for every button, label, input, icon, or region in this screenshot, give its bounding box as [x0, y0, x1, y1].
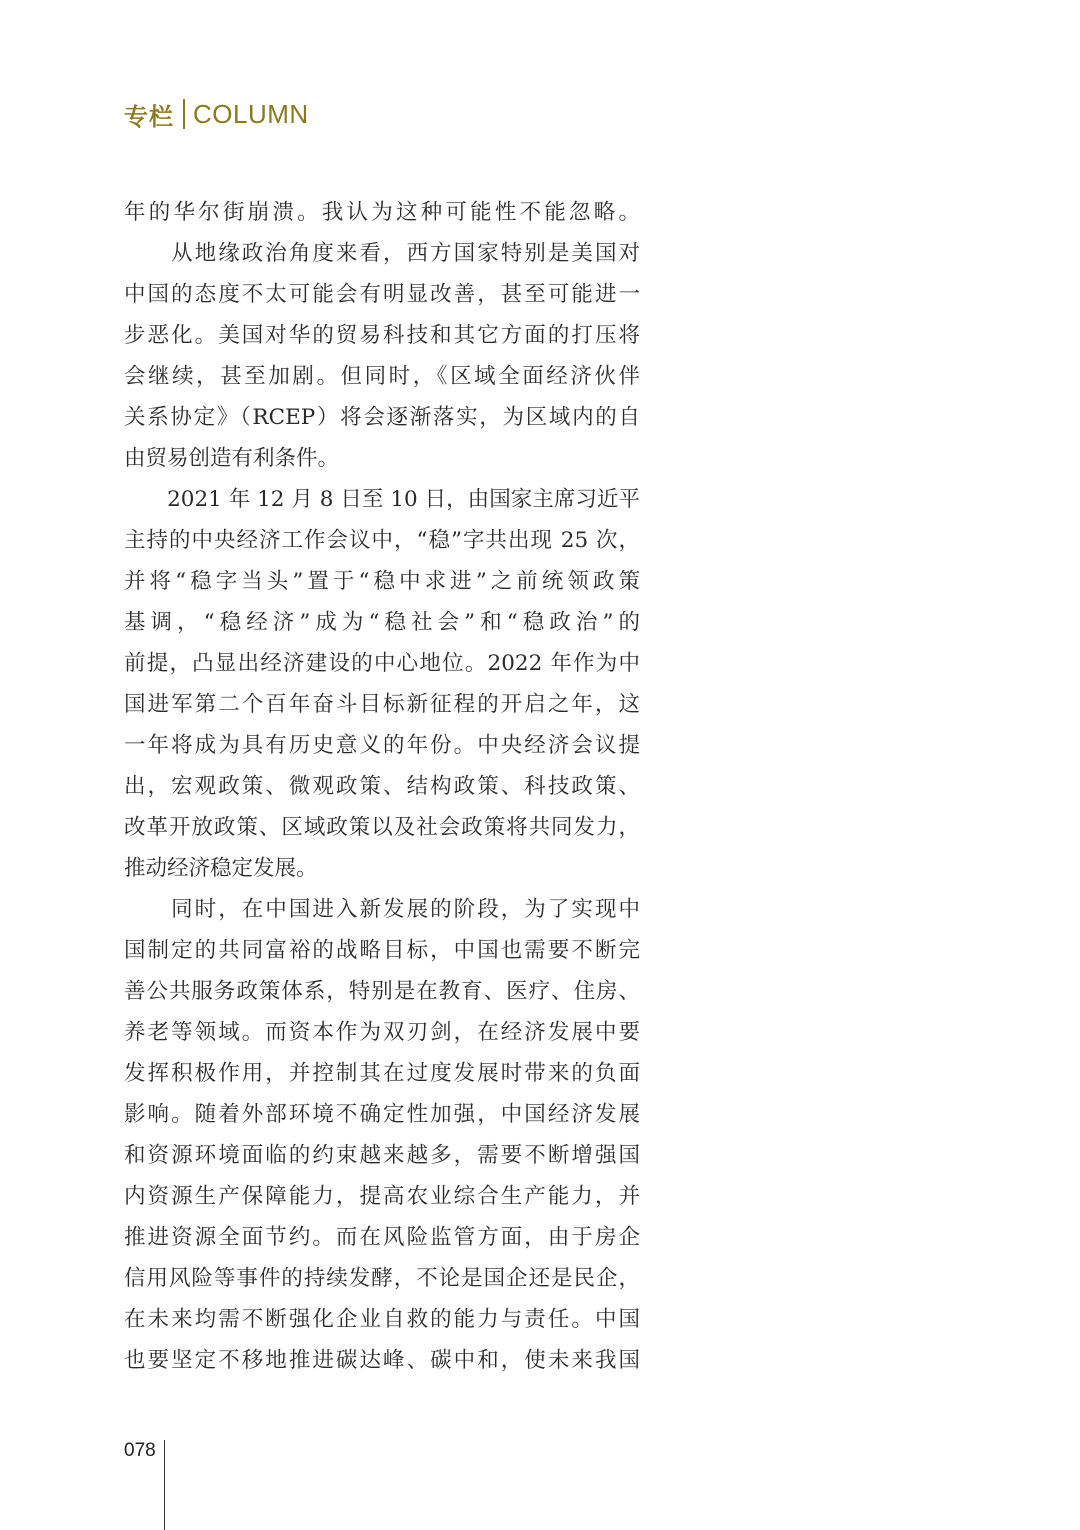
text-line: 步恶化。美国对华的贸易科技和其它方面的打压将 — [124, 323, 640, 348]
section-title-chinese: 专栏 — [124, 102, 174, 131]
text-line: 年的华尔街崩溃。我认为这种可能性不能忽略。 — [124, 200, 640, 225]
section-header — [124, 96, 309, 132]
text-line: 并将“稳字当头”置于“稳中求进”之前统领政策 — [124, 569, 640, 594]
text-line: 一年将成为具有历史意义的年份。中央经济会议提 — [124, 733, 640, 758]
article-body — [124, 192, 640, 1381]
text-line: 推进资源全面节约。而在风险监管方面，由于房企 — [124, 1225, 640, 1250]
footer-divider — [164, 1440, 166, 1530]
section-title-english: COLUMN — [193, 98, 309, 129]
text-line: 推动经济稳定发展。 — [124, 856, 318, 881]
text-line: 改革开放政策、区域政策以及社会政策将共同发力， — [124, 815, 640, 840]
text-line: 在未来均需不断强化企业自救的能力与责任。中国 — [124, 1307, 640, 1332]
text-line: 影响。随着外部环境不确定性加强，中国经济发展 — [124, 1102, 640, 1127]
text-line: 关系协定》（RCEP）将会逐渐落实，为区域内的自 — [124, 405, 640, 430]
text-line: 前提，凸显出经济建设的中心地位。2022 年作为中 — [124, 651, 640, 676]
text-line: 从地缘政治角度来看，西方国家特别是美国对 — [124, 241, 640, 266]
text-line: 中国的态度不太可能会有明显改善，甚至可能进一 — [124, 282, 640, 307]
text-line: 出，宏观政策、微观政策、结构政策、科技政策、 — [124, 774, 640, 799]
text-line: 信用风险等事件的持续发酵，不论是国企还是民企， — [124, 1266, 640, 1291]
page-number: 078 — [124, 1440, 156, 1461]
text-line: 内资源生产保障能力，提高农业综合生产能力，并 — [124, 1184, 640, 1209]
text-line: 基调，“稳经济”成为“稳社会”和“稳政治”的 — [124, 610, 640, 635]
text-line: 和资源环境面临的约束越来越多，需要不断增强国 — [124, 1143, 640, 1168]
text-line: 由贸易创造有利条件。 — [124, 446, 340, 471]
text-line: 善公共服务政策体系，特别是在教育、医疗、住房、 — [124, 979, 640, 1004]
text-line: 发挥积极作用，并控制其在过度发展时带来的负面 — [124, 1061, 640, 1086]
text-line: 同时，在中国进入新发展的阶段，为了实现中 — [124, 897, 640, 922]
text-line: 养老等领域。而资本作为双刃剑，在经济发展中要 — [124, 1020, 640, 1045]
text-line: 也要坚定不移地推进碳达峰、碳中和，使未来我国 — [124, 1348, 640, 1373]
text-line: 主持的中央经济工作会议中，“稳”字共出现 25 次， — [124, 528, 640, 553]
page-footer — [124, 1436, 165, 1530]
text-line: 2021 年 12 月 8 日至 10 日，由国家主席习近平 — [124, 487, 640, 512]
text-line: 国进军第二个百年奋斗目标新征程的开启之年，这 — [124, 692, 640, 717]
text-line: 会继续，甚至加剧。但同时，《区域全面经济伙伴 — [124, 364, 640, 389]
header-divider — [183, 99, 185, 129]
text-line: 国制定的共同富裕的战略目标，中国也需要不断完 — [124, 938, 640, 963]
